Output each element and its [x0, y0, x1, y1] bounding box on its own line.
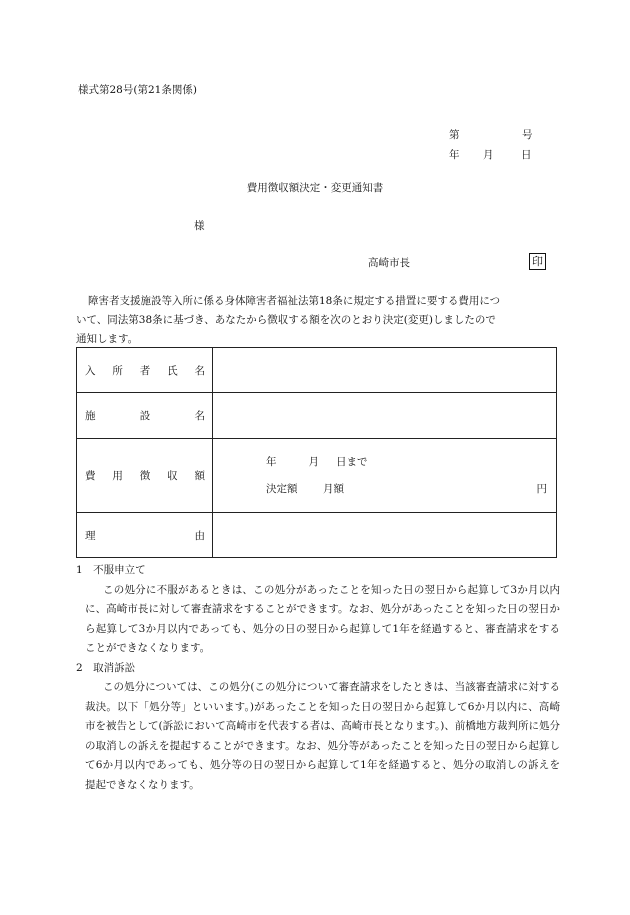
- table-row: [77, 393, 557, 439]
- fee-amount-label: [77, 439, 213, 513]
- date-block: [449, 125, 533, 165]
- number-suffix: 号: [522, 128, 533, 141]
- label-char: 者: [139, 364, 151, 377]
- document-number-row: [449, 125, 533, 145]
- intro-line: 通知します。: [76, 333, 139, 345]
- resident-name-value: [213, 348, 557, 393]
- label-char: 名: [194, 364, 205, 377]
- label-char: 由: [194, 529, 205, 542]
- intro-line: 障害者支援施設等入所に係る身体障害者福祉法第18条に規定する措置に要する費用につ: [88, 295, 501, 307]
- year-label: 年: [449, 148, 460, 161]
- issuer-name: 高崎市長: [368, 257, 410, 269]
- table-row: [77, 513, 557, 558]
- form-number: 様式第28号(第21条関係): [78, 84, 197, 96]
- details-table: [76, 347, 557, 558]
- resident-name-label: [77, 348, 213, 393]
- intro-paragraph: [76, 292, 560, 349]
- day-label: 日: [521, 148, 532, 161]
- label-char: 入: [85, 364, 96, 377]
- label-char: 理: [85, 529, 96, 542]
- yen-label: 円: [536, 483, 547, 495]
- table-row: [77, 348, 557, 393]
- reason-value: [213, 513, 557, 558]
- label-char: 氏: [167, 364, 178, 377]
- document-title: 費用徴収額決定・変更通知書: [246, 182, 384, 194]
- month-label: 月: [483, 148, 494, 161]
- seal-box: [529, 253, 546, 270]
- label-char: 設: [139, 410, 151, 422]
- table-row: [77, 439, 557, 513]
- number-prefix: 第: [449, 128, 460, 141]
- fee-period-line: [266, 454, 368, 469]
- fee-month-label: 月: [308, 456, 319, 468]
- label-char: 収: [167, 470, 178, 482]
- fee-year-label: 年: [266, 456, 277, 468]
- addressee-suffix: 様: [194, 220, 205, 232]
- facility-name-value: [213, 393, 557, 439]
- monthly-amount-label: 月額: [323, 483, 344, 495]
- note-body: この処分については、この処分(この処分について審査請求をしたときは、当該審査請求に対する裁決。以下「処分等」といいます。)があったことを知った日の翌日から起算して6か月以内に、高崎市を被告として(訴訟において高崎市を代表する者は、高崎市長となります。)、前橋地方裁判所に処分の取消しの訴えを提起することができます。なお、処分等があったことを知った日の翌日から起算して6か月以内であっても、処分等の日の翌日から起算して1年を経過すると、処分の取消しの訴えを提起できなくなります。: [85, 681, 560, 791]
- note-heading: 2 取消訴訟: [76, 661, 136, 674]
- notes-section: [76, 561, 560, 795]
- note-heading: 1 不服申立て: [76, 564, 146, 576]
- reason-label: [77, 513, 213, 558]
- seal-label: 印: [532, 255, 543, 268]
- fee-amount-line: [266, 481, 536, 496]
- issue-date-row: [449, 145, 533, 165]
- label-char: 名: [194, 410, 205, 422]
- label-char: 費: [85, 470, 96, 482]
- facility-name-label: [77, 393, 213, 439]
- label-char: 施: [85, 410, 96, 422]
- label-char: 額: [194, 470, 205, 482]
- intro-line: いて、同法第38条に基づき、あなたから徴収する額を次のとおり決定(変更)しましたので: [76, 314, 496, 326]
- fee-until-label: 日まで: [336, 456, 368, 468]
- decided-amount-label: 決定額: [266, 483, 298, 495]
- label-char: 所: [112, 364, 123, 377]
- fee-amount-value: [213, 439, 557, 513]
- label-char: 徴: [139, 470, 151, 482]
- note-body: この処分に不服があるときは、この処分があったことを知った日の翌日から起算して3か月以内に、高崎市長に対して審査請求をすることができます。なお、処分があったことを知った日の翌日から起算して3か月以内であっても、処分の日の翌日から起算して1年を経過すると、審査請求をすることができなくなります。: [85, 583, 560, 654]
- label-char: 用: [112, 470, 123, 482]
